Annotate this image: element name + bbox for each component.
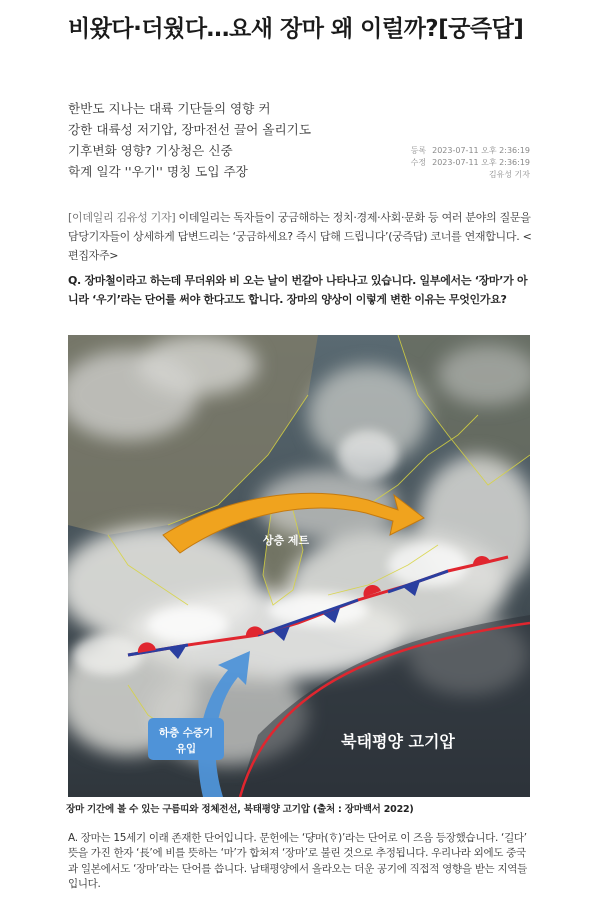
- subtitle-line: 한반도 지나는 대륙 기단들의 영향 커: [68, 101, 271, 116]
- article-meta: [411, 145, 530, 181]
- published-date: 등록 2023-07-11 오후 2:36:19: [410, 146, 530, 155]
- subtitle-line: 기후변화 영향? 기상청은 신중: [68, 143, 233, 158]
- satellite-map: [68, 335, 530, 797]
- subtitle-line: 강한 대륙성 저기압, 장마전선 끌어 올리기도: [68, 122, 311, 137]
- article-title: 비왔다·더웠다…요새 장마 왜 이럴까?[궁즉답]: [68, 16, 524, 42]
- question-paragraph: Q. 장마철이라고 하는데 무더위와 비 오는 날이 번갈아 나타나고 있습니다. 일부에서는 ‘장마’가 아니라 ‘우기’라는 단어를 써야 한다고도 합니다. 장마의 양상이 이렇게 변한 이유는 무엇인가요?: [68, 274, 528, 306]
- pacific-high-label: 북태평양 고기압: [341, 732, 455, 751]
- answer-paragraph: A. 장마는 15세기 이래 존재한 단어입니다. 문헌에는 ‘댱마(ᄒᆞ)’라는 단어로 이 즈음 등장했습니다. ‘길다’ 뜻을 가진 한자 ‘長’에 비를 뜻하는 ‘마’가 합쳐져 ‘장마’로 불린 것으로 추정됩니다. 우리나라 외에도 중국과 일본에서도 ‘장마’라는 단어를 씁니다. 남태평양에서 올라오는 더운 공기에 직접적 영향을 받는 지역들입니다.: [68, 832, 527, 891]
- satellite-figure: [68, 335, 530, 797]
- lead-text: 이데일리는 독자들이 궁금해하는 정치·경제·사회·문화 등 여러 분야의 질문을 담당기자들이 상세하게 답변드리는 ‘궁금하세요? 즉시 답해 드립니다’(궁즉답) 코너를 연재합니다. <편집자주>: [68, 211, 532, 262]
- lead-paragraph: [68, 208, 532, 265]
- reporter-name: 김유성 기자: [488, 170, 530, 179]
- moisture-inflow-label: 하층 수증기: [158, 727, 214, 739]
- jet-stream-label: 상층 제트: [262, 534, 310, 547]
- moisture-inflow-label-2: 유입: [175, 743, 197, 755]
- figure-caption: 장마 기간에 볼 수 있는 구름띠와 정체전선, 북태평양 고기압 (출처 : 장마백서 2022): [66, 804, 414, 815]
- article-subtitles: [68, 98, 358, 182]
- subtitle-line: 학계 일각 ''우기'' 명칭 도입 주장: [68, 164, 248, 179]
- modified-date: 수정 2023-07-11 오후 2:36:19: [410, 158, 530, 167]
- lead-tag: [이데일리 김유성 기자]: [68, 211, 176, 224]
